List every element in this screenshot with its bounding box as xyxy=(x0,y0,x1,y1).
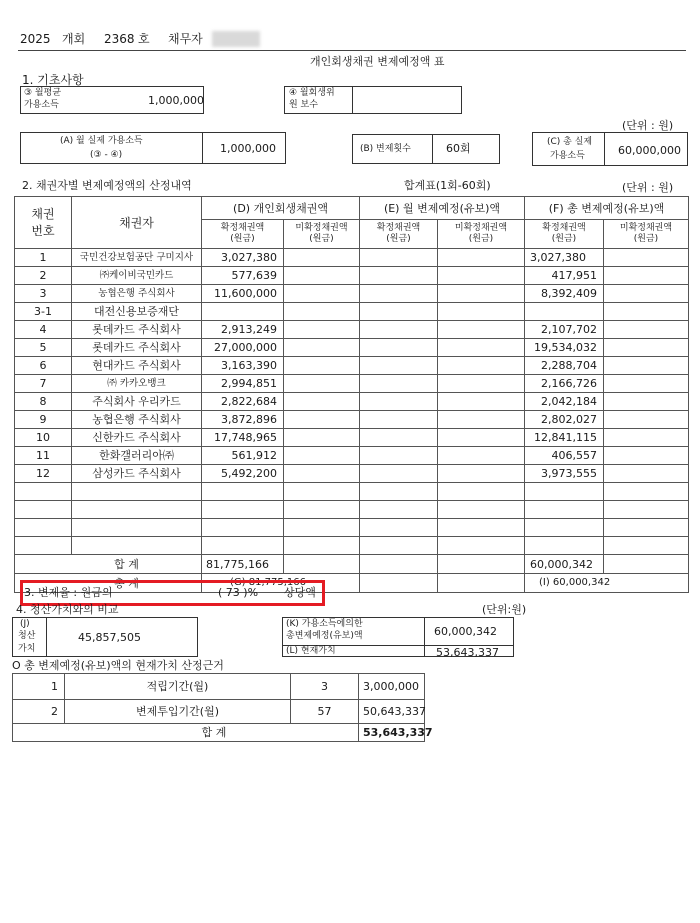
row-no: 1 xyxy=(15,249,72,267)
row-e-unconfirmed xyxy=(438,411,525,429)
row-d-unconfirmed xyxy=(284,267,360,285)
sum-label: 합 계 xyxy=(15,555,202,574)
table-row xyxy=(15,411,689,429)
sum-f-value: 60,000,342 xyxy=(525,555,604,574)
pv-row-amount: 3,000,000 xyxy=(359,674,425,700)
row-no: 5 xyxy=(15,339,72,357)
monthly-income-label-1: ③ 월평균 xyxy=(24,88,62,98)
empty-cell xyxy=(360,519,438,537)
sum-d-value: 81,775,166 xyxy=(202,555,284,574)
empty-cell xyxy=(438,483,525,501)
row-d-confirmed: 11,600,000 xyxy=(202,285,284,303)
col-creditor-header: 채권자 xyxy=(72,197,202,249)
row-d-unconfirmed xyxy=(284,357,360,375)
row-d-unconfirmed xyxy=(284,321,360,339)
row-d-unconfirmed xyxy=(284,249,360,267)
sum-e-confirmed xyxy=(360,555,438,574)
row-f-unconfirmed xyxy=(604,393,689,411)
section1-heading: 1. 기초사항 xyxy=(22,73,84,87)
header-role: 채무자 xyxy=(168,32,203,46)
row-e-confirmed xyxy=(360,393,438,411)
empty-cell xyxy=(15,483,72,501)
row-d-confirmed: 2,913,249 xyxy=(202,321,284,339)
c-total-label-1: (C) 총 실제 xyxy=(547,137,593,147)
row-e-confirmed xyxy=(360,249,438,267)
row-f-unconfirmed xyxy=(604,321,689,339)
empty-cell xyxy=(72,519,202,537)
row-creditor: 롯데카드 주식회사 xyxy=(72,339,202,357)
row-d-unconfirmed xyxy=(284,285,360,303)
row-d-confirmed: 561,912 xyxy=(202,447,284,465)
section3-suffix: 상당액 xyxy=(284,586,316,599)
row-e-confirmed xyxy=(360,429,438,447)
empty-cell xyxy=(438,537,525,555)
row-e-confirmed xyxy=(360,447,438,465)
total-e-unconfirmed xyxy=(438,574,525,593)
empty-cell xyxy=(360,537,438,555)
row-no: 6 xyxy=(15,357,72,375)
pv-row-amount: 50,643,337 xyxy=(359,700,425,724)
c-total-label-2: 가용소득 xyxy=(550,151,585,161)
section2-summary-note: 합계표(1회-60회) xyxy=(404,179,491,192)
sub-f-confirmed-2: (원금) xyxy=(551,234,577,244)
sum-d-unconfirmed xyxy=(284,555,360,574)
row-f-unconfirmed xyxy=(604,303,689,321)
row-e-confirmed xyxy=(360,411,438,429)
row-d-confirmed: 577,639 xyxy=(202,267,284,285)
empty-cell xyxy=(525,537,604,555)
section1-unit: (단위 : 원) xyxy=(622,119,674,132)
table-row xyxy=(15,267,689,285)
section2-heading: 2. 채권자별 변제예정액의 산정내역 xyxy=(22,179,192,192)
header-case-suffix: 호 xyxy=(138,32,150,46)
row-no: 11 xyxy=(15,447,72,465)
row-creditor: 현대카드 주식회사 xyxy=(72,357,202,375)
empty-row xyxy=(15,501,689,519)
a-income-value: 1,000,000 xyxy=(220,142,276,155)
empty-cell xyxy=(284,483,360,501)
row-f-unconfirmed xyxy=(604,375,689,393)
sub-f-confirmed xyxy=(525,220,604,249)
table-row xyxy=(15,465,689,483)
empty-cell xyxy=(15,501,72,519)
sub-d-confirmed xyxy=(202,220,284,249)
col-f-header: (F) 총 변제예정(유보)액 xyxy=(525,197,689,220)
table-row xyxy=(15,429,689,447)
row-f-unconfirmed xyxy=(604,465,689,483)
row-e-unconfirmed xyxy=(438,429,525,447)
empty-cell xyxy=(438,501,525,519)
monthly-income-label-2: 가용소득 xyxy=(24,100,59,110)
table-row xyxy=(15,447,689,465)
section3-rate: ( 73 )% xyxy=(218,586,259,599)
empty-cell xyxy=(360,501,438,519)
row-creditor: 농협은행 주식회사 xyxy=(72,285,202,303)
row-creditor: 롯데카드 주식회사 xyxy=(72,321,202,339)
empty-cell xyxy=(72,483,202,501)
row-e-confirmed xyxy=(360,339,438,357)
row-e-confirmed xyxy=(360,375,438,393)
row-f-unconfirmed xyxy=(604,357,689,375)
row-d-unconfirmed xyxy=(284,393,360,411)
sub-d-confirmed-2: (원금) xyxy=(230,234,255,244)
j-label-3: 가치 xyxy=(18,644,36,654)
row-f-unconfirmed xyxy=(604,249,689,267)
empty-cell xyxy=(604,519,689,537)
empty-cell xyxy=(202,501,284,519)
pv-row-no: 1 xyxy=(13,674,65,700)
row-e-unconfirmed xyxy=(438,447,525,465)
row-e-unconfirmed xyxy=(438,303,525,321)
row-no: 3 xyxy=(15,285,72,303)
row-d-confirmed: 3,163,390 xyxy=(202,357,284,375)
row-no: 3-1 xyxy=(15,303,72,321)
row-creditor: 대전신용보증재단 xyxy=(72,303,202,321)
j-value: 45,857,505 xyxy=(78,631,141,644)
j-divider xyxy=(46,617,47,657)
row-f-confirmed: 3,973,555 xyxy=(525,465,604,483)
sub-d-unconfirmed-2: (원금) xyxy=(309,234,334,244)
creditor-table xyxy=(14,196,689,593)
table-row xyxy=(13,674,425,700)
pv-total-label: 합 계 xyxy=(13,724,359,742)
row-f-confirmed: 12,841,115 xyxy=(525,429,604,447)
row-creditor: 국민건강보험공단 구미지사 xyxy=(72,249,202,267)
row-e-confirmed xyxy=(360,321,438,339)
empty-cell xyxy=(202,537,284,555)
row-f-confirmed xyxy=(525,303,604,321)
row-creditor: 농협은행 주식회사 xyxy=(72,411,202,429)
row-f-confirmed: 417,951 xyxy=(525,267,604,285)
col-no-label-1: 채권 xyxy=(31,206,55,221)
b-count-value: 60회 xyxy=(446,142,471,155)
k-label-2: 총변제예정(유보)액 xyxy=(286,631,363,641)
row-f-unconfirmed xyxy=(604,339,689,357)
row-d-unconfirmed xyxy=(284,447,360,465)
row-f-confirmed: 2,802,027 xyxy=(525,411,604,429)
row-e-unconfirmed xyxy=(438,285,525,303)
b-count-divider xyxy=(432,134,433,164)
row-d-unconfirmed xyxy=(284,429,360,447)
row-d-confirmed xyxy=(202,303,284,321)
row-f-confirmed: 406,557 xyxy=(525,447,604,465)
pv-row-months: 57 xyxy=(291,700,359,724)
sub-f-unconfirmed-1: 미확정채권액 xyxy=(619,222,673,233)
a-income-label-1: (A) 월 실제 가용소득 xyxy=(60,136,143,146)
row-no: 10 xyxy=(15,429,72,447)
row-creditor: 삼성카드 주식회사 xyxy=(72,465,202,483)
empty-cell xyxy=(525,519,604,537)
row-f-confirmed: 8,392,409 xyxy=(525,285,604,303)
section5-heading: O 총 변제예정(유보)액의 현재가치 산정근거 xyxy=(12,659,224,672)
empty-cell xyxy=(284,519,360,537)
sub-d-unconfirmed xyxy=(284,220,360,249)
empty-cell xyxy=(202,483,284,501)
pv-total-row xyxy=(13,724,425,742)
col-no-header xyxy=(15,197,72,249)
l-value: 53,643,337 xyxy=(436,646,499,659)
sub-d-unconfirmed-1: 미확정채권액 xyxy=(295,222,348,233)
row-f-confirmed: 19,534,032 xyxy=(525,339,604,357)
empty-cell xyxy=(360,483,438,501)
pv-row-label: 적립기간(월) xyxy=(65,674,291,700)
header-year: 2025 xyxy=(20,32,51,46)
row-e-unconfirmed xyxy=(438,465,525,483)
sub-e-confirmed-1: 확정채권액 xyxy=(376,222,421,233)
header-rule xyxy=(18,50,686,51)
c-total-value: 60,000,000 xyxy=(618,144,681,157)
row-f-confirmed: 2,107,702 xyxy=(525,321,604,339)
empty-row xyxy=(15,483,689,501)
row-no: 2 xyxy=(15,267,72,285)
row-creditor: ㈜케이비국민카드 xyxy=(72,267,202,285)
table-row xyxy=(15,249,689,267)
empty-cell xyxy=(604,537,689,555)
k-value: 60,000,342 xyxy=(434,625,497,638)
row-e-confirmed xyxy=(360,267,438,285)
empty-cell xyxy=(202,519,284,537)
pv-total-amount: 53,643,337 xyxy=(359,724,425,742)
col-no-label-2: 번호 xyxy=(31,223,55,238)
row-d-confirmed: 27,000,000 xyxy=(202,339,284,357)
sub-d-confirmed-1: 확정채권액 xyxy=(220,222,265,233)
header-court: 개회 xyxy=(62,32,86,46)
row-creditor: 신한카드 주식회사 xyxy=(72,429,202,447)
row-no: 4 xyxy=(15,321,72,339)
row-e-confirmed xyxy=(360,303,438,321)
sub-e-unconfirmed xyxy=(438,220,525,249)
row-d-unconfirmed xyxy=(284,465,360,483)
pv-row-label: 변제투입기간(월) xyxy=(65,700,291,724)
row-d-confirmed: 3,872,896 xyxy=(202,411,284,429)
total-i-value: (I) 60,000,342 xyxy=(525,574,689,593)
row-no: 8 xyxy=(15,393,72,411)
row-creditor: 한화갤러리아㈜ xyxy=(72,447,202,465)
table-row xyxy=(15,321,689,339)
row-e-confirmed xyxy=(360,357,438,375)
row-f-unconfirmed xyxy=(604,447,689,465)
present-value-table xyxy=(12,673,433,742)
sum-row xyxy=(15,555,689,574)
row-e-unconfirmed xyxy=(438,267,525,285)
row-d-confirmed: 17,748,965 xyxy=(202,429,284,447)
sub-f-unconfirmed xyxy=(604,220,689,249)
row-e-unconfirmed xyxy=(438,321,525,339)
row-f-unconfirmed xyxy=(604,429,689,447)
col-d-header: (D) 개인회생채권액 xyxy=(202,197,360,220)
empty-cell xyxy=(72,537,202,555)
sub-e-confirmed xyxy=(360,220,438,249)
table-row xyxy=(15,285,689,303)
row-d-confirmed: 2,822,684 xyxy=(202,393,284,411)
row-d-confirmed: 2,994,851 xyxy=(202,375,284,393)
j-label-1: (J) xyxy=(20,619,30,629)
j-label-2: 청산 xyxy=(18,631,36,641)
row-e-unconfirmed xyxy=(438,249,525,267)
empty-cell xyxy=(604,483,689,501)
row-d-confirmed: 5,492,200 xyxy=(202,465,284,483)
empty-cell xyxy=(525,501,604,519)
row-d-unconfirmed xyxy=(284,303,360,321)
trustee-fee-label-1: ④ 월회생위 xyxy=(289,88,335,98)
a-income-divider xyxy=(202,132,203,164)
redacted-name xyxy=(212,31,260,47)
a-income-label-2: (③ - ④) xyxy=(90,150,123,160)
row-d-confirmed: 3,027,380 xyxy=(202,249,284,267)
total-g-value: (G) 81,775,166 xyxy=(202,574,360,593)
empty-cell xyxy=(15,537,72,555)
row-no: 9 xyxy=(15,411,72,429)
empty-cell xyxy=(438,519,525,537)
sub-f-unconfirmed-2: (원금) xyxy=(633,234,659,244)
table-row xyxy=(15,357,689,375)
table-row xyxy=(15,339,689,357)
sum-f-unconfirmed xyxy=(604,555,689,574)
row-f-confirmed: 2,042,184 xyxy=(525,393,604,411)
table-row xyxy=(13,700,425,724)
empty-cell xyxy=(15,519,72,537)
sum-e-unconfirmed xyxy=(438,555,525,574)
k-l-divider-v xyxy=(424,617,425,657)
row-d-unconfirmed xyxy=(284,339,360,357)
row-creditor: 주식회사 우리카드 xyxy=(72,393,202,411)
row-e-confirmed xyxy=(360,465,438,483)
b-count-label: (B) 변제횟수 xyxy=(360,144,411,154)
header-case-no: 2368 xyxy=(104,32,135,46)
empty-cell xyxy=(525,483,604,501)
section2-unit: (단위 : 원) xyxy=(622,181,674,194)
empty-cell xyxy=(72,501,202,519)
empty-cell xyxy=(284,501,360,519)
row-f-unconfirmed xyxy=(604,411,689,429)
monthly-income-value: 1,000,000 xyxy=(148,94,204,107)
pv-row-no: 2 xyxy=(13,700,65,724)
row-f-unconfirmed xyxy=(604,267,689,285)
trustee-fee-divider xyxy=(352,86,353,114)
sub-e-confirmed-2: (원금) xyxy=(386,234,411,244)
row-e-unconfirmed xyxy=(438,375,525,393)
trustee-fee-label-2: 원 보수 xyxy=(289,100,318,110)
empty-row xyxy=(15,519,689,537)
total-label: 총 계 xyxy=(15,574,202,593)
section3-label: 3. 변제율 : 원금의 xyxy=(24,586,113,599)
empty-row xyxy=(15,537,689,555)
sub-e-unconfirmed-2: (원금) xyxy=(468,234,494,244)
row-e-unconfirmed xyxy=(438,357,525,375)
sub-e-unconfirmed-1: 미확정채권액 xyxy=(454,222,508,233)
table-row xyxy=(15,375,689,393)
k-label-1: (K) 가용소득에의한 xyxy=(286,619,363,629)
c-total-divider xyxy=(604,132,605,166)
section4-heading: 4. 청산가치와의 비교 xyxy=(16,603,119,616)
row-f-unconfirmed xyxy=(604,285,689,303)
row-no: 7 xyxy=(15,375,72,393)
row-no: 12 xyxy=(15,465,72,483)
sub-f-confirmed-1: 확정채권액 xyxy=(542,222,586,233)
row-d-unconfirmed xyxy=(284,411,360,429)
section4-unit: (단위:원) xyxy=(482,603,527,616)
row-f-confirmed: 2,166,726 xyxy=(525,375,604,393)
l-label: (L) 현재가치 xyxy=(286,646,336,656)
total-e-confirmed xyxy=(360,574,438,593)
row-creditor: ㈜ 카카오뱅크 xyxy=(72,375,202,393)
row-f-confirmed: 2,288,704 xyxy=(525,357,604,375)
col-e-header: (E) 월 변제예정(유보)액 xyxy=(360,197,525,220)
row-f-confirmed: 3,027,380 xyxy=(525,249,604,267)
row-e-unconfirmed xyxy=(438,393,525,411)
table-row xyxy=(15,393,689,411)
row-e-unconfirmed xyxy=(438,339,525,357)
row-d-unconfirmed xyxy=(284,375,360,393)
pv-row-months: 3 xyxy=(291,674,359,700)
empty-cell xyxy=(284,537,360,555)
table-row xyxy=(15,303,689,321)
row-e-confirmed xyxy=(360,285,438,303)
document-title: 개인회생채권 변제예정액 표 xyxy=(310,55,445,68)
empty-cell xyxy=(604,501,689,519)
creditor-table-body xyxy=(15,249,689,593)
